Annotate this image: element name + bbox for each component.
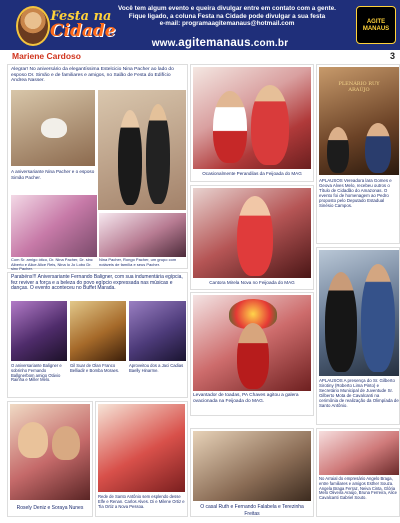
photo-nina-simao <box>98 90 186 210</box>
caption-rosely: Rosely Deniz e Soraya Nunes <box>16 505 84 511</box>
person-gilberto-2 <box>361 264 395 372</box>
photo-egyptian-1 <box>11 301 67 361</box>
person-mirela <box>237 196 273 276</box>
logo-bottom: Cidade <box>50 21 116 41</box>
photo-friends-group <box>99 213 186 257</box>
url-prefix: www. <box>151 38 179 49</box>
rosely-block <box>7 401 93 517</box>
person-pa-chaves <box>237 323 269 389</box>
fernando-baligner-block <box>7 272 188 398</box>
festa-na-cidade-logo <box>50 4 116 48</box>
photo-pa-chaves <box>193 295 311 391</box>
photo-ruth-fernando <box>193 431 311 501</box>
caption-nina-couple: A aniversariante Nina Pacher e o esposo Simão Pacher. <box>11 169 95 180</box>
face-rosely <box>18 422 48 458</box>
perandilas-block <box>190 64 314 182</box>
person-gilberto-1 <box>325 272 357 372</box>
photo-family-group <box>11 195 97 257</box>
mirela-block <box>190 185 314 290</box>
photo-rosely-soraya <box>10 404 90 500</box>
person-left <box>327 127 349 173</box>
photo-gilberto <box>319 250 399 376</box>
caption-baligner-intro: Parabéns!!! Aniversariante Fernando Baligner, com sua indumentária egípcia, fez reviver a força e a beleza do povo egípcio expressada nas músicas e danças. O evento aconteceu no Buffet Marada. <box>11 274 183 292</box>
url-suffix: .com.br <box>250 38 289 49</box>
person-nina <box>118 110 142 205</box>
photo-cake-table <box>11 90 95 166</box>
caption-friends: Nina Pacher, Rongo Pacher, um grupo com notáveis de família e seus Pacher. <box>99 257 177 267</box>
photo-egyptian-2 <box>70 301 126 361</box>
url-main: agitemanaus <box>178 37 251 49</box>
caption-egyptian-3: Aproveitou dos a Jaci Cadias Baelly Hinarme. <box>129 363 184 373</box>
face-soraya <box>52 426 80 460</box>
photo-santo-antonio <box>98 404 185 492</box>
header-line-1: Você tem algum evento e queira divulgar entre em contato com a gente. <box>118 5 336 12</box>
photo-perandilas <box>193 67 311 169</box>
caption-ruth: O casal Ruth e Fernando Falabela e Terezinha Freitas <box>200 504 304 517</box>
ruth-block <box>190 428 314 517</box>
nina-pacher-block <box>7 64 188 272</box>
caption-santo-antonio: Rede de Santo Antônio sem esplendo desse Elfe e Renan. Carlos Alves. Di e Milene Ortiz e Tia Ortiz a Nova Pessoa. <box>98 494 185 509</box>
person-man <box>213 91 247 163</box>
logo-top: Festa na <box>50 9 112 24</box>
person-right <box>365 123 391 173</box>
plenario-plaque: PLENÁRIO RUY ARAÚJO <box>338 81 380 93</box>
arraial-block <box>316 428 400 517</box>
aplausos-1-block <box>316 64 400 244</box>
agite-manaus-badge <box>356 6 396 44</box>
person-woman <box>251 85 289 165</box>
cake <box>41 118 67 138</box>
photo-arraial <box>319 431 399 475</box>
header-line-3: e-mail: programaagitemanaus@hotmail.com <box>159 20 295 28</box>
photo-mirela <box>193 188 311 278</box>
columnist-photo <box>16 6 50 46</box>
caption-arraial: No Arraial do empresário Angelo Braga, entre familiares e amigos Esther Souza. Angela Braga Ferraz, Neiva Cinta, Glória Melo Oliveira Araújo, Bruna Ferreira, Alice Cavalcanti Gabriel Souto. <box>319 476 397 501</box>
page-number: 3 <box>390 51 396 61</box>
header-info <box>112 5 342 28</box>
caption-aplausos-2: APLAUSOS A presença do Sr. Gilberto Sirotiny (Roberto Lima Pinto) e Secretário Municipal de Juventude Sr. Gilberto Mota de Cavalcanti na cerimônia de realização da Olimpíada de Santo Antônio. <box>319 378 399 408</box>
caption-perandilas: Ocasionalmente Perandilas da Feijoada do MAG <box>202 171 302 176</box>
author-name: Mariene Cardoso <box>12 51 81 61</box>
caption-aplausos-1: APLAUSOS Vereadora lara Gomes e Geova Alves Melo, recebeu outros o Título de Cidadão do Amazonas. O evento foi de homenagem ao Pedro proposto pelo Deputado Estadual Sinésio Campos. <box>319 178 392 208</box>
site-url[interactable] <box>150 37 290 49</box>
aplausos-2-block <box>316 247 400 425</box>
pa-chaves-block <box>190 292 314 416</box>
caption-nina-intro: Alegrar! No aniversário da elegantíssima Estelcicio Nina Pacher ao lado do esposo Dr. Simão e de familiares e amigos, no Salão de Festa do Edifício Andrea Nasser. <box>11 67 174 84</box>
caption-mirela: Cantora Mirela Nova no Feijoada do MAG <box>209 280 295 285</box>
caption-egyptian-2: Gil Suar de Olan Franco Belliadir e Bomba Moraes. <box>70 363 120 373</box>
badge-text: AGITE MANAUS <box>362 19 390 32</box>
header-line-2: Fique ligado, a coluna Festa na Cidade pode divulgar a sua festa <box>128 12 326 20</box>
photo-egyptian-3 <box>129 301 186 361</box>
person-simao <box>146 104 170 204</box>
caption-family: Com Sr. amigo ótico, Dr. Nina Pacher, Dr. sinc Alberto e Alice Alice Reis, Nina lo Jo Lobo Dr. sinc Pacher. <box>11 257 93 272</box>
santo-antonio-block <box>95 401 188 517</box>
caption-pa-chaves: Levantador de toadas, PA Chaves agitou a galera ovacionada na Feijoada do MAG. <box>193 393 299 404</box>
caption-egyptian-1: O aniversariante Baligner e sobrinho Fernando Ballgnerbom amigo Otávio Rainha e Miller Melo. <box>11 363 62 383</box>
photo-plenario <box>319 67 399 175</box>
